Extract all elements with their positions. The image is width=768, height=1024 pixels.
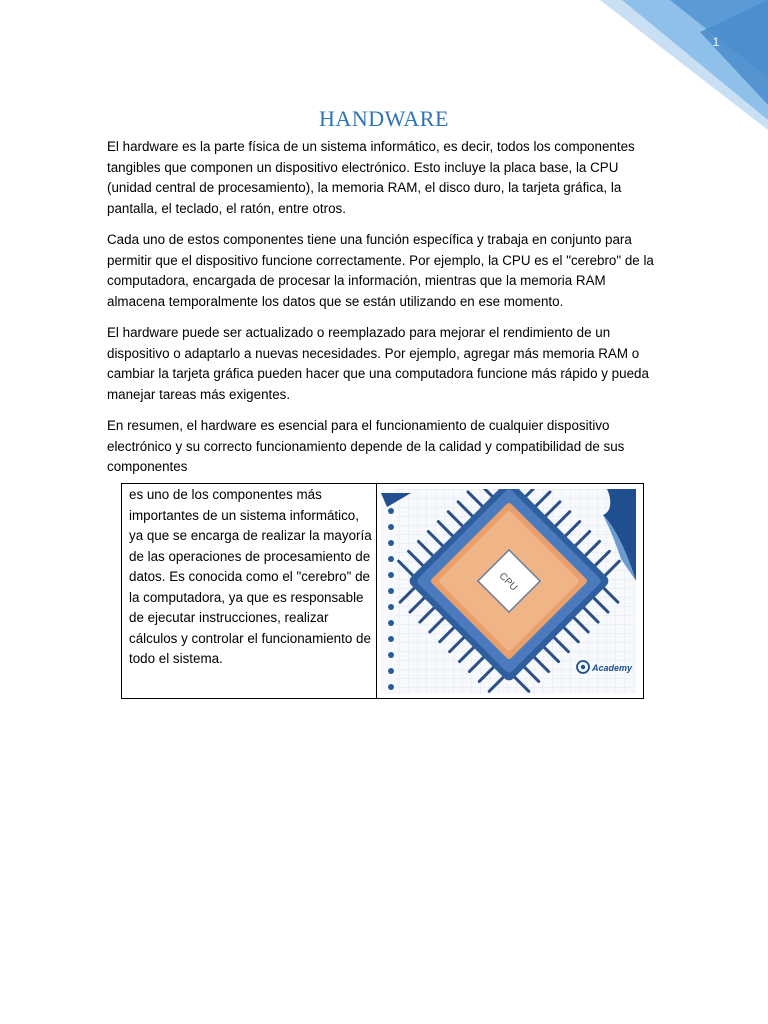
cpu-table — [121, 483, 644, 699]
paragraph-4: En resumen, el hardware es esencial para el funcionamiento de cualquier dispositivo electrónico y su correcto funcionamiento depende de la calidad y compatibilidad de sus componentes — [107, 418, 625, 474]
cpu-image — [377, 484, 643, 698]
paragraph-3: El hardware puede ser actualizado o reemplazado para mejorar el rendimiento de un dispositivo o adaptarlo a nuevas necesidades. Por ejemplo, agregar más memoria RAM o cambiar la tarjeta gráfica pueden hacer que una computadora funcione más rápido y pueda manejar tareas más exigentes. — [107, 325, 649, 402]
cpu-chip-illustration — [381, 489, 641, 695]
page-number: 1 — [712, 35, 720, 49]
chip-label: CPU — [496, 570, 520, 594]
cpu-description: es uno de los componentes más importantes de un sistema informático, ya que se encarga de realizar la mayoría de las operaciones de procesamiento de datos. Es conocida como el "cerebro" de la computadora, ya que es responsable de ejecutar instrucciones, realizar cálculos y controlar el funcionamiento de todo el sistema. — [122, 484, 377, 698]
academy-watermark: Academy — [592, 663, 633, 673]
page-title: HANDWARE — [319, 106, 449, 131]
paragraph-2: Cada uno de estos componentes tiene una función específica y trabaja en conjunto para permitir que el dispositivo funcione correctamente. Por ejemplo, la CPU es el "cerebro" de la computadora, encargada de procesar la información, mientras que la memoria RAM almacena temporalmente los datos que se están utilizando en ese momento. — [107, 232, 654, 309]
paragraph-1: El hardware es la parte física de un sistema informático, es decir, todos los componentes tangibles que componen un dispositivo electrónico. Esto incluye la placa base, la CPU (unidad central de procesamiento), la memoria RAM, el disco duro, la tarjeta gráfica, la pantalla, el teclado, el ratón, entre otros. — [107, 139, 635, 216]
body-text — [107, 137, 659, 489]
